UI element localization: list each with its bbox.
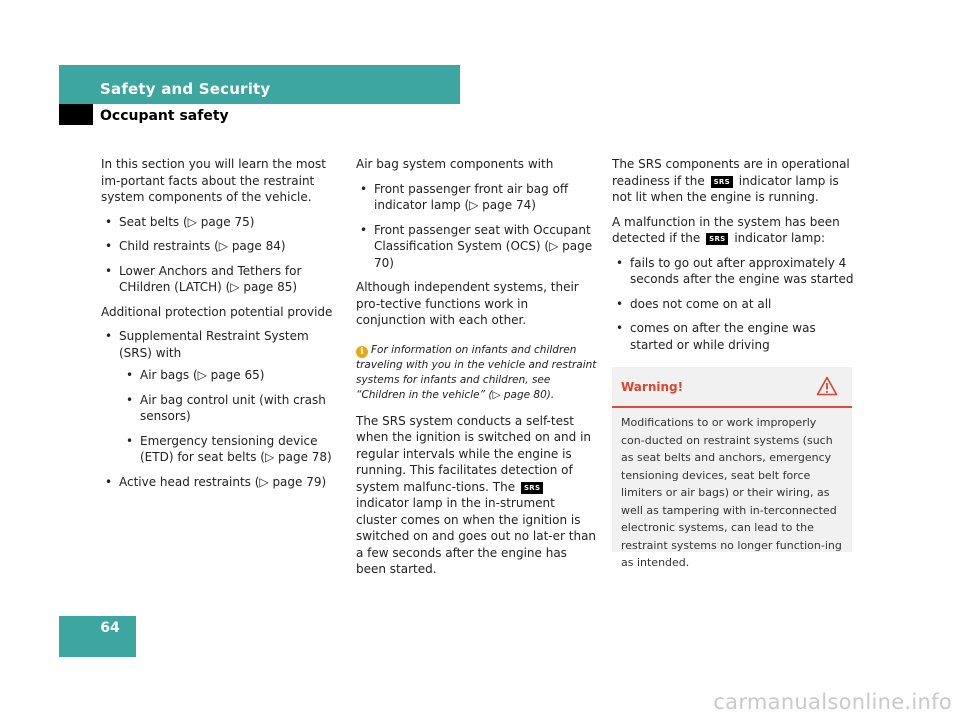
malfunction-text-cont: indicator lamp: bbox=[734, 231, 825, 245]
self-test-text: The SRS system conducts a self-test when the ignition is switched on and in regular intervals while the engine is running. This facilitates detection of system malfunc-tions. The bbox=[356, 413, 592, 494]
list-item: • Active head restraints (▷ page 79) bbox=[101, 474, 341, 491]
column-3 bbox=[612, 156, 854, 361]
restraint-list bbox=[101, 214, 341, 296]
info-note-text: For information on infants and children traveling with you in the vehicle and restraint systems for infants and children, see “Children in the vehicle” (▷ page 80). bbox=[356, 343, 597, 401]
warning-triangle-icon bbox=[816, 376, 838, 400]
readiness-text-cont: indicator lamp is not lit when the engine is running. bbox=[612, 173, 839, 204]
srs-indicator-icon: SRS bbox=[706, 233, 728, 245]
list-item: • Child restraints (▷ page 84) bbox=[101, 238, 341, 255]
list-item: • Emergency tensioning device (ETD) for seat belts (▷ page 78) bbox=[122, 433, 341, 466]
intro-paragraph: In this section you will learn the most im-portant facts about the restraint system components of the vehicle. bbox=[101, 157, 326, 204]
list-item: • Lower Anchors and Tethers for CHildren (LATCH) (▷ page 85) bbox=[101, 263, 341, 296]
warning-title: Warning! bbox=[621, 380, 684, 394]
list-item: • comes on after the engine was started or while driving bbox=[612, 320, 854, 353]
page-subtitle: Occupant safety bbox=[100, 108, 229, 124]
malfunction-paragraph bbox=[612, 214, 854, 247]
list-item-srs bbox=[101, 328, 341, 466]
self-test-text-cont: indicator lamp in the in-strument cluster comes on when the ignition is switched on and goes out no lat-er than a few seconds after the engine has been started. bbox=[356, 496, 597, 576]
watermark: carmanualsonline.info bbox=[713, 690, 952, 714]
srs-indicator-icon: SRS bbox=[521, 482, 543, 494]
list-item: • Air bag control unit (with crash sensors) bbox=[122, 392, 341, 425]
column-2 bbox=[356, 156, 599, 586]
self-test-paragraph bbox=[356, 413, 599, 578]
info-note bbox=[356, 343, 599, 403]
airbag-intro: Air bag system components with bbox=[356, 157, 554, 171]
readiness-text: The SRS components are in operational readiness if the bbox=[612, 157, 850, 188]
column-1 bbox=[101, 156, 341, 498]
malfunction-text: A malfunction in the system has been detected if the bbox=[612, 214, 840, 245]
srs-item-label: Supplemental Restraint System (SRS) with bbox=[119, 329, 309, 360]
warning-header bbox=[612, 367, 852, 408]
info-icon: i bbox=[356, 346, 368, 358]
readiness-paragraph bbox=[612, 156, 854, 206]
page-number: 64 bbox=[100, 620, 120, 636]
srs-indicator-icon: SRS bbox=[711, 176, 733, 188]
malfunction-list bbox=[612, 255, 854, 354]
protection-list bbox=[101, 328, 341, 490]
warning-body: Modifications to or work improperly con-ducted on restraint systems (such as seat belts and anchors, emergency tensioning devices, seat belt force limiters or air bags) or their wiring, as well as tampering with in-terconnected electronic systems, can lead to the restraint systems no longer function-ing as intended. bbox=[621, 416, 842, 569]
srs-sub-list bbox=[119, 367, 341, 466]
list-item: • fails to go out after approximately 4 seconds after the engine was started bbox=[612, 255, 854, 288]
airbag-components-list bbox=[356, 181, 599, 272]
warning-box bbox=[612, 367, 852, 569]
list-item: • Seat belts (▷ page 75) bbox=[101, 214, 341, 231]
list-item: • Air bags (▷ page 65) bbox=[122, 367, 341, 384]
additional-protection-text: Additional protection potential provide bbox=[101, 304, 333, 319]
list-item: • Front passenger front air bag off indicator lamp (▷ page 74) bbox=[356, 181, 599, 214]
list-item: • Front passenger seat with Occupant Classification System (OCS) (▷ page 70) bbox=[356, 222, 599, 272]
list-item: • does not come on at all bbox=[612, 296, 854, 313]
independent-systems-text: Although independent systems, their pro-tective functions work in conjunction with each other. bbox=[356, 280, 579, 327]
subtitle-marker bbox=[59, 104, 93, 125]
section-title: Safety and Security bbox=[100, 80, 271, 98]
